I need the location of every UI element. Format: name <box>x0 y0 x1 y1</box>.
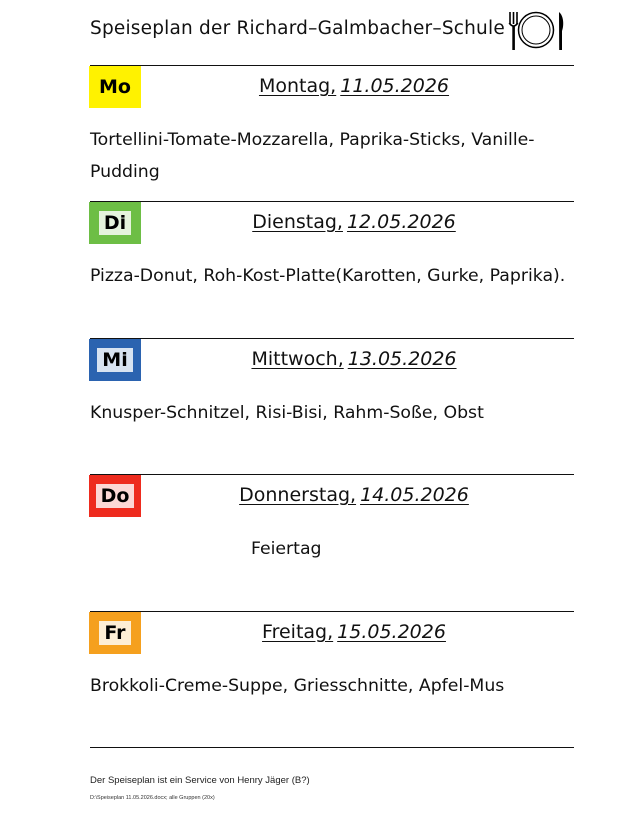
day-name: Mittwoch, <box>251 348 344 370</box>
footer-file-path: D:\Speiseplan 11.05.2026.docx; alle Gruppen (20x) <box>90 795 215 801</box>
day-badge-do <box>89 475 141 517</box>
day-heading <box>141 348 567 370</box>
day-section-friday <box>0 612 634 748</box>
day-badge-fr <box>89 612 141 654</box>
day-badge-mi <box>89 339 141 381</box>
day-section-monday <box>0 66 634 202</box>
day-date: 11.05.2026 <box>340 75 450 97</box>
day-section-wednesday <box>0 339 634 475</box>
menu-text: Feiertag <box>251 539 322 559</box>
day-date: 13.05.2026 <box>347 348 457 370</box>
day-badge-label: Mi <box>97 348 132 372</box>
day-badge-mo <box>89 66 141 108</box>
day-section-tuesday <box>0 202 634 338</box>
day-name: Donnerstag, <box>239 484 357 506</box>
day-heading <box>141 484 567 506</box>
day-date: 15.05.2026 <box>337 621 446 643</box>
menu-text: Pizza-Donut, Roh-Kost-Platte(Karotten, Gurke, Paprika). <box>90 266 566 286</box>
day-badge-label: Mo <box>99 76 131 98</box>
day-section-thursday <box>0 475 634 611</box>
day-heading <box>141 211 567 233</box>
menu-text: Tortellini-Tomate-Mozzarella, Paprika-Sticks, Vanille-Pudding <box>90 130 535 182</box>
page-title: Speiseplan der Richard–Galmbacher–Schule <box>90 18 505 39</box>
day-badge-label: Di <box>99 211 131 235</box>
day-badge-label: Do <box>96 484 135 508</box>
day-name: Montag, <box>258 75 337 97</box>
footer-service-note: Der Speiseplan ist ein Service von Henry Jäger (B?) <box>90 775 310 786</box>
day-name: Freitag, <box>262 621 334 643</box>
menu-text: Knusper-Schnitzel, Risi-Bisi, Rahm-Soße, Obst <box>90 403 484 423</box>
day-date: 12.05.2026 <box>346 211 456 233</box>
day-badge-label: Fr <box>99 621 130 645</box>
day-heading <box>141 75 567 97</box>
menu-text: Brokkoli-Creme-Suppe, Griesschnitte, Apfel-Mus <box>90 676 505 696</box>
day-heading <box>141 621 567 643</box>
divider <box>90 747 574 748</box>
day-badge-di <box>89 202 141 244</box>
day-name: Dienstag, <box>252 211 343 233</box>
day-date: 14.05.2026 <box>360 484 469 506</box>
plate-fork-knife-icon <box>506 8 566 52</box>
